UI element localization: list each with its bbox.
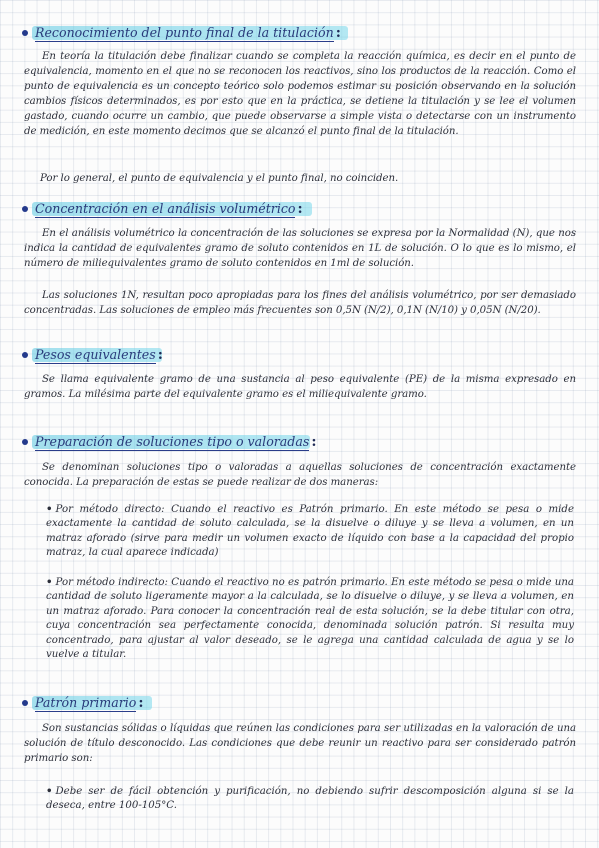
bullet-icon bbox=[22, 439, 28, 445]
heading-colon: : bbox=[138, 695, 144, 711]
heading-title: Concentración en el análisis volumétrico bbox=[35, 200, 296, 216]
paragraph: Se llama equivalente gramo de una sustancia al peso equivalente (PE) de la misma expresado en gramos. La milésima parte del equivalente gramo es el miliequivalente gramo. bbox=[24, 374, 576, 400]
bullet-icon: • bbox=[46, 576, 53, 588]
heading-title: Preparación de soluciones tipo o valoradas bbox=[35, 433, 310, 449]
heading-title: Pesos equivalentes bbox=[35, 346, 156, 362]
list-item-text: Debe ser de fácil obtención y purificación, no debiendo sufrir descomposición alguna si se la deseca, entre 100-105°C. bbox=[46, 786, 574, 812]
paragraph: En teoría la titulación debe finalizar cuando se completa la reacción química, es decir en el punto de equivalencia, momento en el que no se reconocen los reactivos, sino los productos de la reacción. Como el punto de equivalencia es un concepto teórico solo podemos estimar su posición observando en la solución cambios físicos determinados, es por esto que en la práctica, se detiene la titulación y se lee el volumen gastado, cuando ocurre un cambio, que puede observarse a simple vista o detectarse con un instrumento de medición, en este momento decimos que se alcanzó el punto final de la titulación. bbox=[24, 51, 576, 137]
bullet-icon: • bbox=[46, 503, 53, 515]
list-item bbox=[46, 502, 574, 561]
heading-colon: : bbox=[297, 201, 303, 217]
heading-title: Patrón primario bbox=[35, 694, 137, 710]
section-heading bbox=[22, 345, 163, 365]
list-item-text: Por método indirecto: Cuando el reactivo no es patrón primario. En este método se pesa o mide una cantidad de soluto ligeramente mayor a la calculada, se lo disuelve o diluye, y se lleva a volumen, en un matraz aforado. Para conocer la concentración real de esta solución, se la debe titular con otra, cuya concentración sea perfectamente conocida, denominada solución patrón. Si resulta muy concentrado, para ajustar al valor deseado, se le agrega una cantidad calculada de agua y se lo vuelve a titular. bbox=[46, 577, 574, 661]
bullet-icon: • bbox=[46, 785, 53, 797]
heading-colon: : bbox=[157, 347, 163, 363]
paragraph: En el análisis volumétrico la concentración de las soluciones se expresa por la Normalidad (N), que nos indica la cantidad de equivalentes gramo de soluto contenidos en 1L de solución. O lo que es lo mismo, el número de miliequivalentes gramo de soluto contenidos en 1ml de solución. bbox=[24, 228, 576, 269]
heading-title: Reconocimiento del punto final de la titulación bbox=[35, 24, 334, 40]
heading-colon: : bbox=[335, 25, 341, 41]
section-heading bbox=[22, 693, 144, 713]
paragraph: Son sustancias sólidas o líquidas que reúnen las condiciones para ser utilizadas en la valoración de una solución de título desconocido. Las condiciones que debe reunir un reactivo para ser considerado patrón primario son: bbox=[24, 723, 576, 764]
paragraph: Se denominan soluciones tipo o valoradas a aquellas soluciones de concentración exactamente conocida. La preparación de estas se puede realizar de dos maneras: bbox=[24, 462, 576, 488]
bullet-icon bbox=[22, 30, 28, 36]
list-item bbox=[46, 575, 574, 662]
list-item bbox=[46, 784, 574, 814]
paragraph: Las soluciones 1N, resultan poco apropiadas para los fines del análisis volumétrico, por ser demasiado concentradas. Las soluciones de empleo más frecuentes son 0,5N (N/2), 0,1N (N/10) y 0,05N (N/20). bbox=[24, 290, 576, 316]
heading-colon: : bbox=[311, 434, 317, 450]
bullet-icon bbox=[22, 206, 28, 212]
bullet-icon bbox=[22, 700, 28, 706]
bullet-icon bbox=[22, 352, 28, 358]
section-heading bbox=[22, 432, 317, 452]
section-heading bbox=[22, 199, 303, 219]
section-heading bbox=[22, 23, 341, 43]
list-item-text: Por método directo: Cuando el reactivo es Patrón primario. En este método se pesa o mide exactamente la cantidad de soluto calculada, se la disuelve o diluye y se lleva a volumen, en un matraz aforado (sirve para medir un volumen exacto de líquido con base a la capacidad del propio matraz, la cual aparece indicada) bbox=[46, 504, 574, 559]
paragraph: Por lo general, el punto de equivalencia y el punto final, no coinciden. bbox=[40, 173, 399, 184]
